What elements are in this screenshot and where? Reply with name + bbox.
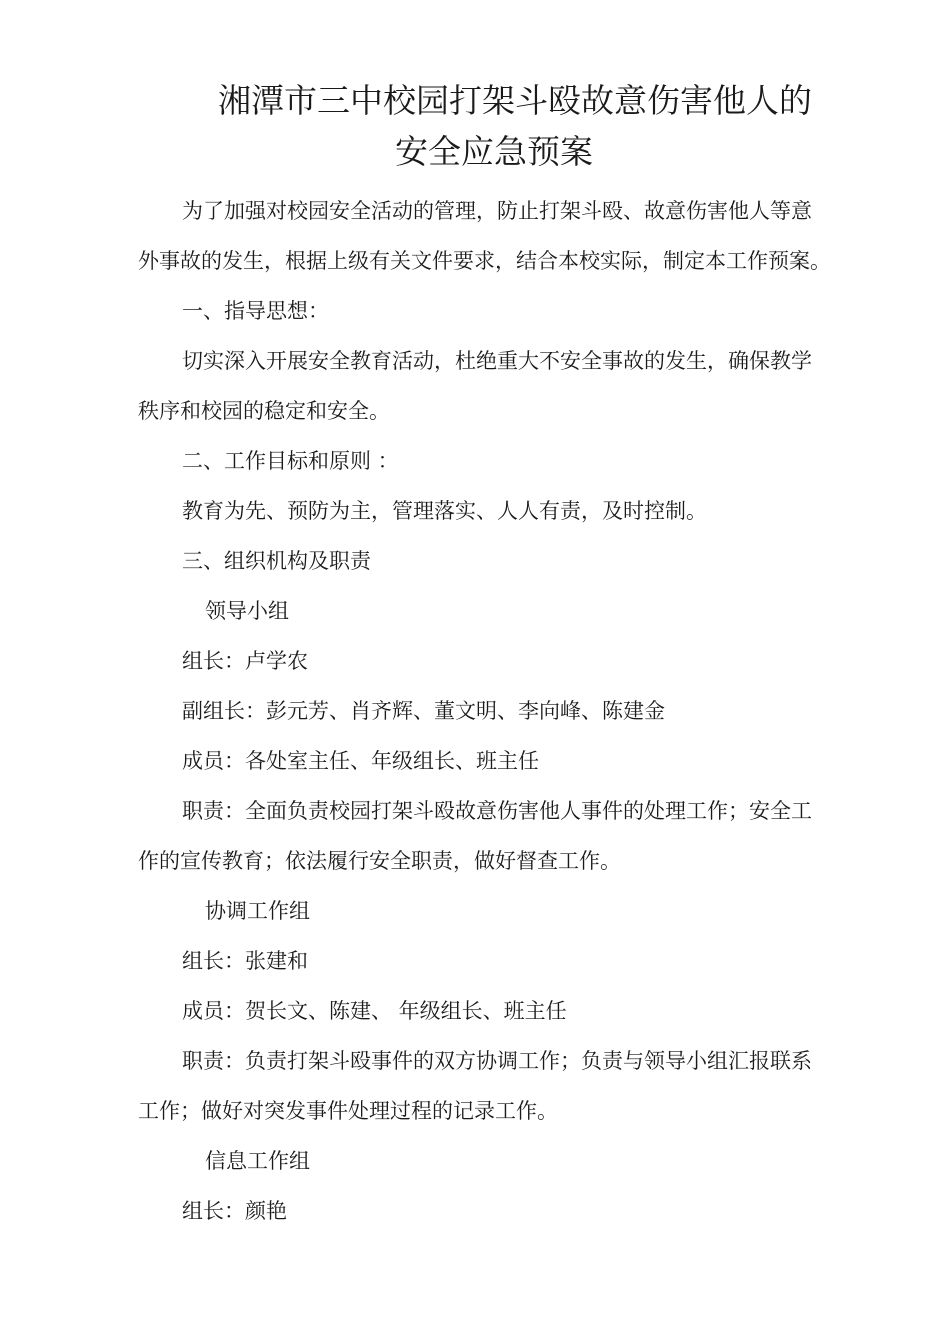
coordination-duties-line-2: 工作；做好对突发事件处理过程的记录工作。 xyxy=(138,1099,558,1123)
leadership-members: 成员：各处室主任、年级组长、班主任 xyxy=(182,749,539,773)
guiding-ideology-line-2: 秩序和校园的稳定和安全。 xyxy=(138,399,390,423)
leadership-deputy-leaders: 副组长：彭元芳、肖齐辉、董文明、李向峰、陈建金 xyxy=(182,699,665,723)
leadership-duties-line-2: 作的宣传教育；依法履行安全职责，做好督查工作。 xyxy=(138,849,621,873)
subheading-coordination-group: 协调工作组 xyxy=(205,899,310,923)
subheading-leadership-group: 领导小组 xyxy=(205,599,289,623)
information-leader: 组长：颜艳 xyxy=(182,1199,287,1223)
document-title-line-1: 湘潭市三中校园打架斗殴故意伤害他人的 xyxy=(218,81,812,120)
coordination-duties-line-1: 职责：负责打架斗殴事件的双方协调工作；负责与领导小组汇报联系 xyxy=(182,1049,812,1073)
section-heading-goals-principles: 二、工作目标和原则 ： xyxy=(182,449,399,473)
goals-principles-text: 教育为先、预防为主，管理落实、人人有责，及时控制。 xyxy=(182,499,707,523)
leadership-leader: 组长：卢学农 xyxy=(182,649,308,673)
guiding-ideology-line-1: 切实深入开展安全教育活动，杜绝重大不安全事故的发生，确保教学 xyxy=(182,349,812,373)
section-heading-organization: 三、组织机构及职责 xyxy=(182,549,371,573)
subheading-information-group: 信息工作组 xyxy=(205,1149,310,1173)
coordination-leader: 组长：张建和 xyxy=(182,949,308,973)
intro-paragraph-line-1: 为了加强对校园安全活动的管理，防止打架斗殴、故意伤害他人等意 xyxy=(182,199,812,223)
intro-paragraph-line-2: 外事故的发生，根据上级有关文件要求，结合本校实际，制定本工作预案。 xyxy=(138,249,831,273)
section-heading-guiding-ideology: 一、指导思想： xyxy=(182,299,329,323)
coordination-members: 成员：贺长文、陈建、 年级组长、班主任 xyxy=(182,999,567,1023)
document-title-line-2: 安全应急预案 xyxy=(395,132,593,171)
leadership-duties-line-1: 职责：全面负责校园打架斗殴故意伤害他人事件的处理工作；安全工 xyxy=(182,799,812,823)
